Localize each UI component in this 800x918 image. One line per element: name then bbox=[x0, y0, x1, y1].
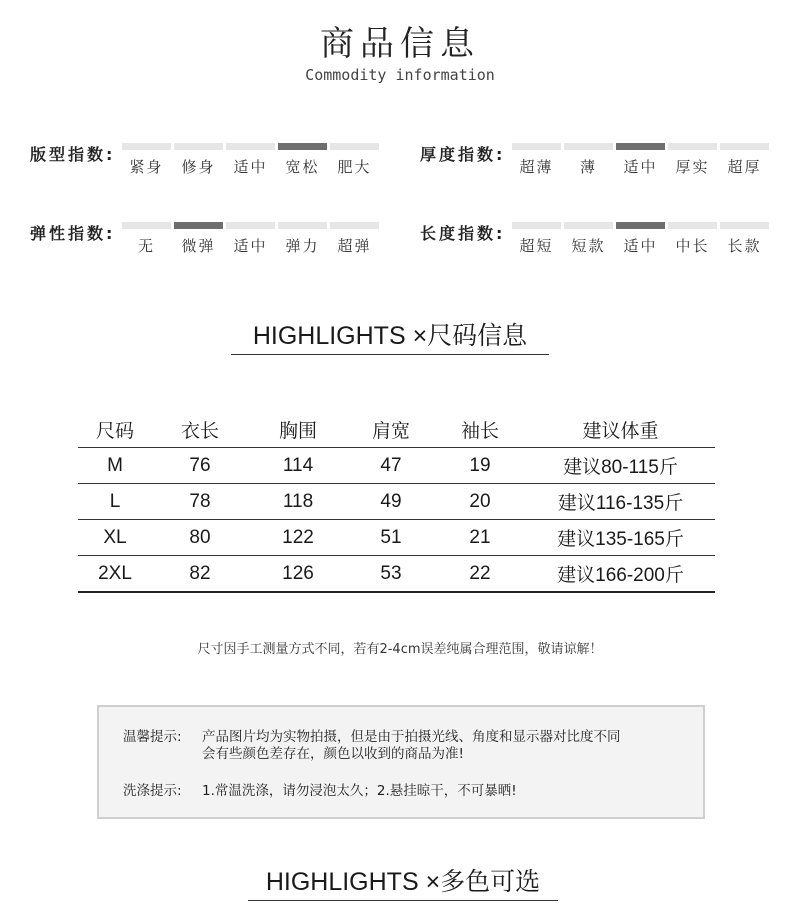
cell-size: XL bbox=[78, 520, 152, 556]
cell-size: 2XL bbox=[78, 556, 152, 593]
col-header-length: 衣长 bbox=[152, 412, 248, 448]
cell-weight: 建议135-165斤 bbox=[526, 520, 715, 556]
cell-length: 78 bbox=[152, 484, 248, 520]
index-label: 长度指数: bbox=[420, 224, 506, 243]
index-label: 弹性指数: bbox=[30, 224, 116, 243]
table-row bbox=[78, 484, 715, 520]
scale-option-label: 适中 bbox=[233, 237, 268, 255]
cell-shoulder: 47 bbox=[348, 448, 434, 484]
cell-chest: 114 bbox=[248, 448, 348, 484]
scale-segment bbox=[668, 143, 717, 150]
scale-segment bbox=[330, 143, 379, 150]
section-title-size: HIGHLIGHTS ×尺码信息 bbox=[252, 322, 528, 350]
scale-option-label: 厚实 bbox=[675, 158, 710, 176]
size-table-header-row bbox=[78, 412, 715, 448]
cell-sleeve: 22 bbox=[434, 556, 526, 593]
warm-tip-label: 温馨提示: bbox=[123, 729, 182, 745]
scale-segment-selected bbox=[616, 143, 665, 150]
warm-tip-line1: 产品图片均为实物拍摄，但是由于拍摄光线、角度和显示器对比度不同 bbox=[202, 729, 621, 745]
scale-segment bbox=[564, 222, 613, 229]
scale-option-label: 肥大 bbox=[337, 158, 372, 176]
scale-segment bbox=[226, 222, 275, 229]
scale-option-label: 中长 bbox=[675, 237, 710, 255]
wash-tip-label: 洗涤提示: bbox=[123, 783, 182, 799]
scale-option-label: 超短 bbox=[519, 237, 554, 255]
scale-segment bbox=[668, 222, 717, 229]
scale-option-label: 超厚 bbox=[727, 158, 762, 176]
cell-shoulder: 53 bbox=[348, 556, 434, 593]
cell-sleeve: 20 bbox=[434, 484, 526, 520]
cell-length: 80 bbox=[152, 520, 248, 556]
warm-tip-line2: 会有些颜色差存在，颜色以收到的商品为准! bbox=[202, 746, 464, 762]
table-row bbox=[78, 556, 715, 593]
cell-weight: 建议116-135斤 bbox=[526, 484, 715, 520]
scale-option-label: 弹力 bbox=[285, 237, 320, 255]
col-header-size: 尺码 bbox=[78, 412, 152, 448]
section-underline bbox=[248, 900, 558, 901]
scale-option-label: 适中 bbox=[233, 158, 268, 176]
scale-segment bbox=[278, 222, 327, 229]
scale-option-label: 长款 bbox=[727, 237, 762, 255]
cell-length: 82 bbox=[152, 556, 248, 593]
measurement-note: 尺寸因手工测量方式不同，若有2-4cm误差纯属合理范围，敬请谅解！ bbox=[197, 642, 603, 657]
table-row bbox=[78, 520, 715, 556]
scale-segment bbox=[720, 143, 769, 150]
scale-segment-selected bbox=[278, 143, 327, 150]
scale-segment bbox=[122, 222, 171, 229]
cell-weight: 建议166-200斤 bbox=[526, 556, 715, 593]
cell-size: L bbox=[78, 484, 152, 520]
index-label: 厚度指数: bbox=[420, 145, 506, 164]
page-title: 商品信息 bbox=[320, 24, 480, 64]
cell-sleeve: 19 bbox=[434, 448, 526, 484]
scale-option-label: 宽松 bbox=[285, 158, 320, 176]
col-header-sleeve: 袖长 bbox=[434, 412, 526, 448]
scale-segment-selected bbox=[174, 222, 223, 229]
cell-length: 76 bbox=[152, 448, 248, 484]
section-title-colors: HIGHLIGHTS ×多色可选 bbox=[265, 868, 541, 896]
cell-sleeve: 21 bbox=[434, 520, 526, 556]
scale-segment bbox=[564, 143, 613, 150]
page-subtitle: Commodity information bbox=[305, 66, 495, 84]
scale-option-label: 无 bbox=[137, 237, 155, 255]
index-label: 版型指数: bbox=[30, 145, 116, 164]
tips-box bbox=[97, 705, 705, 819]
scale-segment bbox=[122, 143, 171, 150]
scale-option-label: 超薄 bbox=[519, 158, 554, 176]
wash-tip-text: 1.常温洗涤，请勿浸泡太久；2.悬挂晾干，不可暴晒! bbox=[202, 783, 517, 799]
scale-segment-selected bbox=[616, 222, 665, 229]
col-header-shoulder: 肩宽 bbox=[348, 412, 434, 448]
table-row bbox=[78, 448, 715, 484]
scale-segment bbox=[720, 222, 769, 229]
scale-segment bbox=[174, 143, 223, 150]
cell-size: M bbox=[78, 448, 152, 484]
col-header-chest: 胸围 bbox=[248, 412, 348, 448]
scale-option-label: 短款 bbox=[571, 237, 606, 255]
scale-option-label: 适中 bbox=[623, 237, 658, 255]
index-scales bbox=[0, 0, 800, 300]
scale-segment bbox=[330, 222, 379, 229]
scale-segment bbox=[512, 143, 561, 150]
scale-option-label: 适中 bbox=[623, 158, 658, 176]
scale-option-label: 超弹 bbox=[337, 237, 372, 255]
cell-chest: 126 bbox=[248, 556, 348, 593]
cell-weight: 建议80-115斤 bbox=[526, 448, 715, 484]
cell-shoulder: 51 bbox=[348, 520, 434, 556]
scale-option-label: 微弹 bbox=[181, 237, 216, 255]
scale-segment bbox=[512, 222, 561, 229]
cell-chest: 122 bbox=[248, 520, 348, 556]
cell-shoulder: 49 bbox=[348, 484, 434, 520]
scale-segment bbox=[226, 143, 275, 150]
scale-option-label: 薄 bbox=[579, 158, 597, 176]
col-header-weight: 建议体重 bbox=[526, 412, 715, 448]
scale-option-label: 修身 bbox=[181, 158, 216, 176]
scale-option-label: 紧身 bbox=[129, 158, 164, 176]
section-underline bbox=[231, 354, 549, 355]
size-table bbox=[78, 412, 715, 593]
cell-chest: 118 bbox=[248, 484, 348, 520]
